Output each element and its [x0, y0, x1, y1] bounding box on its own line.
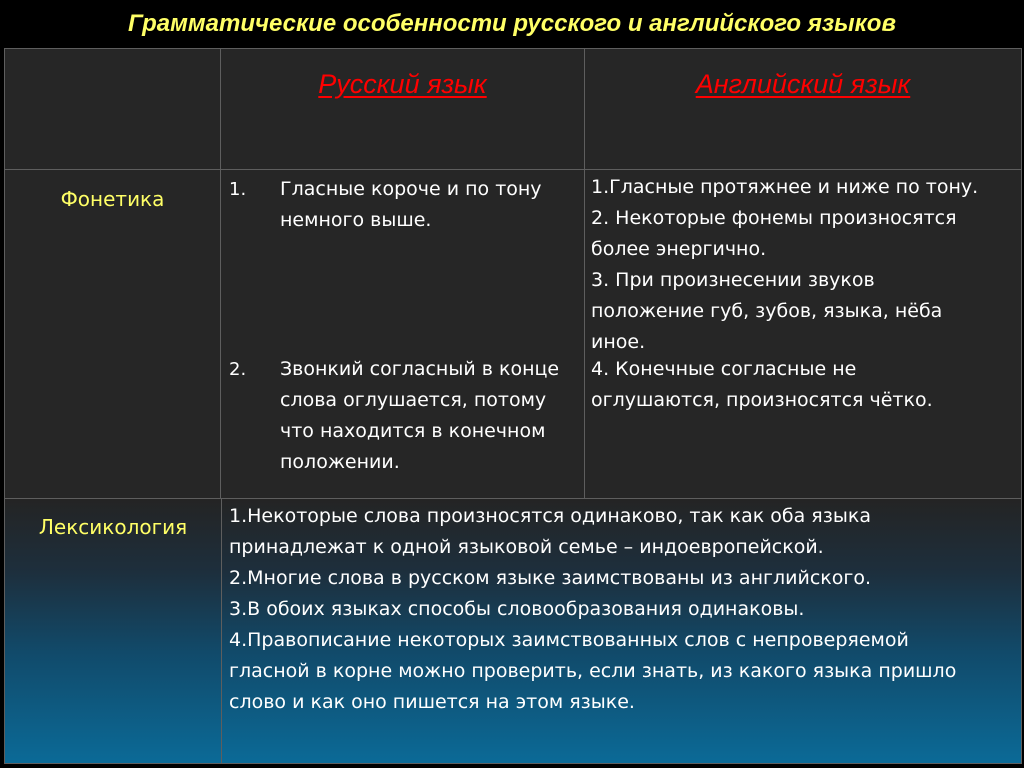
list-item-text: 1.Гласные протяжнее и ниже по тону. [591, 176, 979, 198]
lexicology-label: Лексикология [38, 515, 188, 539]
list-item-text: 3.В обоих языках способы словообразования одинаковы. [229, 598, 805, 620]
lexicology-list [229, 501, 989, 718]
slide-title: Грамматические особенности русского и английского языков [128, 10, 896, 37]
header-empty-cell [4, 48, 221, 170]
list-item-text: 1.Некоторые слова произносятся одинаково, так как оба языка принадлежат к одной языковой семье – индоевропейской. [229, 505, 871, 558]
header-russian: Русский язык [318, 69, 487, 99]
list-item-text: Гласные короче и по тону немного выше. [280, 178, 542, 231]
list-item-text: Звонкий согласный в конце слова оглушается, потому что находится в конечном положении. [280, 358, 560, 473]
header-english-cell [584, 48, 1022, 170]
lexicology-row [4, 498, 1022, 764]
list-number: 1. [229, 179, 247, 200]
list-item-text: 2. Некоторые фонемы произносятся более энергично. [591, 207, 957, 260]
list-item-text: 4. Конечные согласные не оглушаются, произносятся чётко. [591, 358, 933, 411]
list-item-text: 4.Правописание некоторых заимствованных слов с непроверяемой гласной в корне можно проверить, если знать, из какого языка пришло слово и как оно пишется на этом языке. [229, 629, 957, 713]
header-russian-cell [220, 48, 585, 170]
header-english: Английский язык [695, 69, 911, 99]
list-item-text: 2.Многие слова в русском языке заимствованы из английского. [229, 567, 872, 589]
list-item-text: 3. При произнесении звуков положение губ, зубов, языка, нёба иное. [591, 269, 943, 353]
phonetics-label: Фонетика [60, 187, 165, 211]
phonetics-label-cell [4, 169, 221, 499]
lexicology-divider [221, 499, 222, 763]
phonetics-english-cell [584, 169, 1022, 499]
phonetics-russian-cell [220, 169, 585, 499]
list-number: 2. [229, 359, 247, 380]
